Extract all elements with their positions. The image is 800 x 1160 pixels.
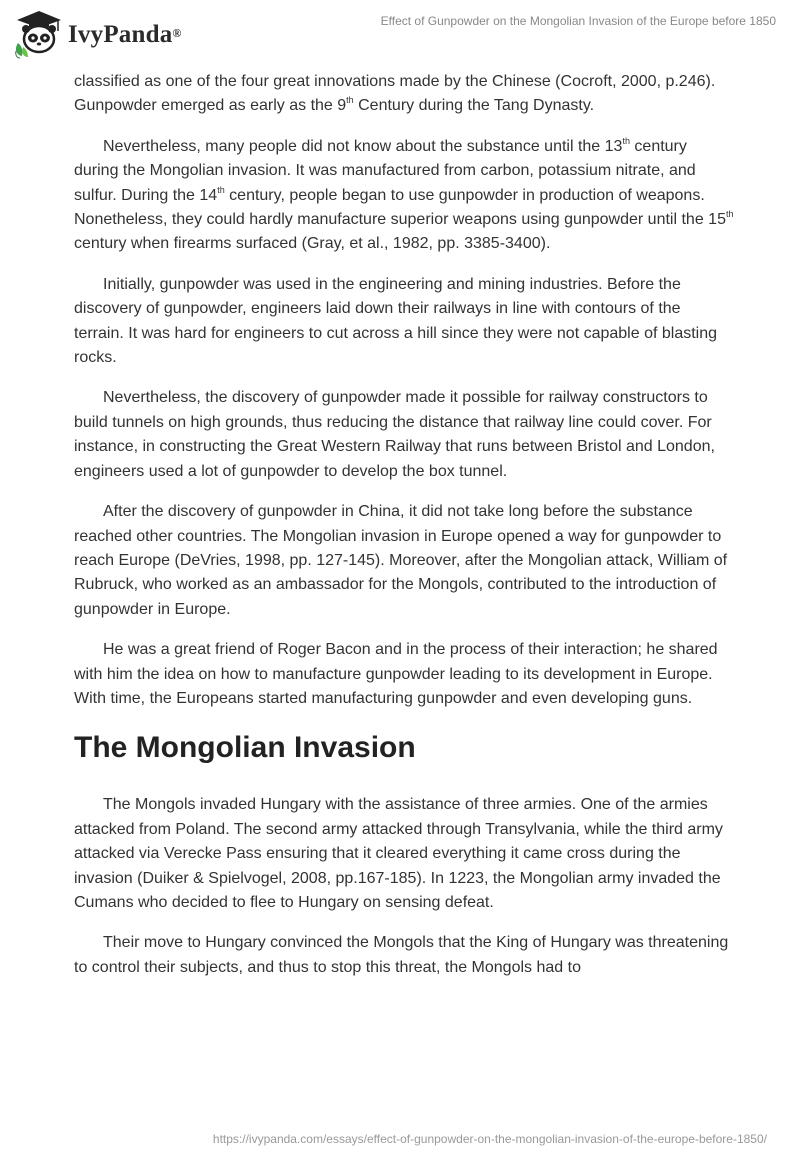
brand-name: IvyPanda®	[68, 21, 182, 48]
ordinal-superscript: th	[725, 209, 734, 220]
body-paragraph: classified as one of the four great innovations made by the Chinese (Cocroft, 2000, p.246). Gunpowder emerged as early as the 9th Century during the Tang Dynasty.	[74, 73, 716, 115]
document-title: Effect of Gunpowder on the Mongolian Invasion of the Europe before 1850	[380, 14, 776, 28]
panda-mascot-icon	[14, 9, 64, 59]
body-paragraph: Initially, gunpowder was used in the engineering and mining industries. Before the discovery of gunpowder, engineers laid down their railways in line with contours of the terrain. It was hard for engineers to cut across a hill since they were not capable of blasting rocks.	[74, 275, 718, 367]
section-heading: The Mongolian Invasion	[74, 731, 416, 765]
body-paragraph: He was a great friend of Roger Bacon and in the process of their interaction; he shared with him the idea on how to manufacture gunpowder leading to its development in Europe. With time, the Europeans started manufacturing gunpowder and even developing guns.	[74, 641, 718, 707]
paragraphs-after-heading	[74, 793, 734, 980]
page-header	[0, 0, 800, 70]
body-paragraph: After the discovery of gunpowder in China, it did not take long before the substance reached other countries. The Mongolian invasion in Europe opened a way for gunpowder to reach Europe (DeVries, 1998, pp. 127-145). Moreover, after the Mongolian attack, William of Rubruck, who worked as an ambassador for the Mongols, contributed to the introduction of gunpowder in Europe.	[74, 503, 728, 618]
ordinal-superscript: th	[622, 135, 630, 146]
ordinal-superscript: th	[346, 95, 354, 106]
ivypanda-logo[interactable]	[14, 9, 234, 59]
body-paragraph: The Mongols invaded Hungary with the assistance of three armies. One of the armies attacked from Poland. The second army attacked through Transylvania, while the third army attacked via Verecke Pass ensuring that it cleared everything it came cross during the invasion (Duiker & Spielvogel, 2008, pp.167-185). In 1223, the Mongolian army invaded the Cumans who decided to flee to Hungary on sensing defeat.	[74, 796, 723, 911]
body-paragraph: Their move to Hungary convinced the Mongols that the King of Hungary was threatening to control their subjects, and thus to stop this threat, the Mongols had to	[74, 934, 729, 976]
body-paragraph: Nevertheless, the discovery of gunpowder made it possible for railway constructors to build tunnels on high grounds, thus reducing the distance that railway line could cover. For instance, in constructing the Great Western Railway that runs between Bristol and London, engineers used a lot of gunpowder to develop the box tunnel.	[74, 389, 715, 480]
footer-url[interactable]: https://ivypanda.com/essays/effect-of-gunpowder-on-the-mongolian-invasion-of-the-europe-before-1850/	[212, 1132, 767, 1146]
essay-content	[74, 70, 734, 996]
body-paragraph: Nevertheless, many people did not know about the substance until the 13th century during the Mongolian invasion. It was manufactured from carbon, potassium nitrate, and sulfur. During the 14th century, people began to use gunpowder in production of weapons. Nonetheless, they could hardly manufacture superior weapons using gunpowder until the 15th century when firearms surfaced (Gray, et al., 1982, pp. 3385-3400).	[74, 135, 734, 253]
ordinal-superscript: th	[217, 184, 225, 195]
paragraphs-before-heading	[74, 70, 734, 711]
